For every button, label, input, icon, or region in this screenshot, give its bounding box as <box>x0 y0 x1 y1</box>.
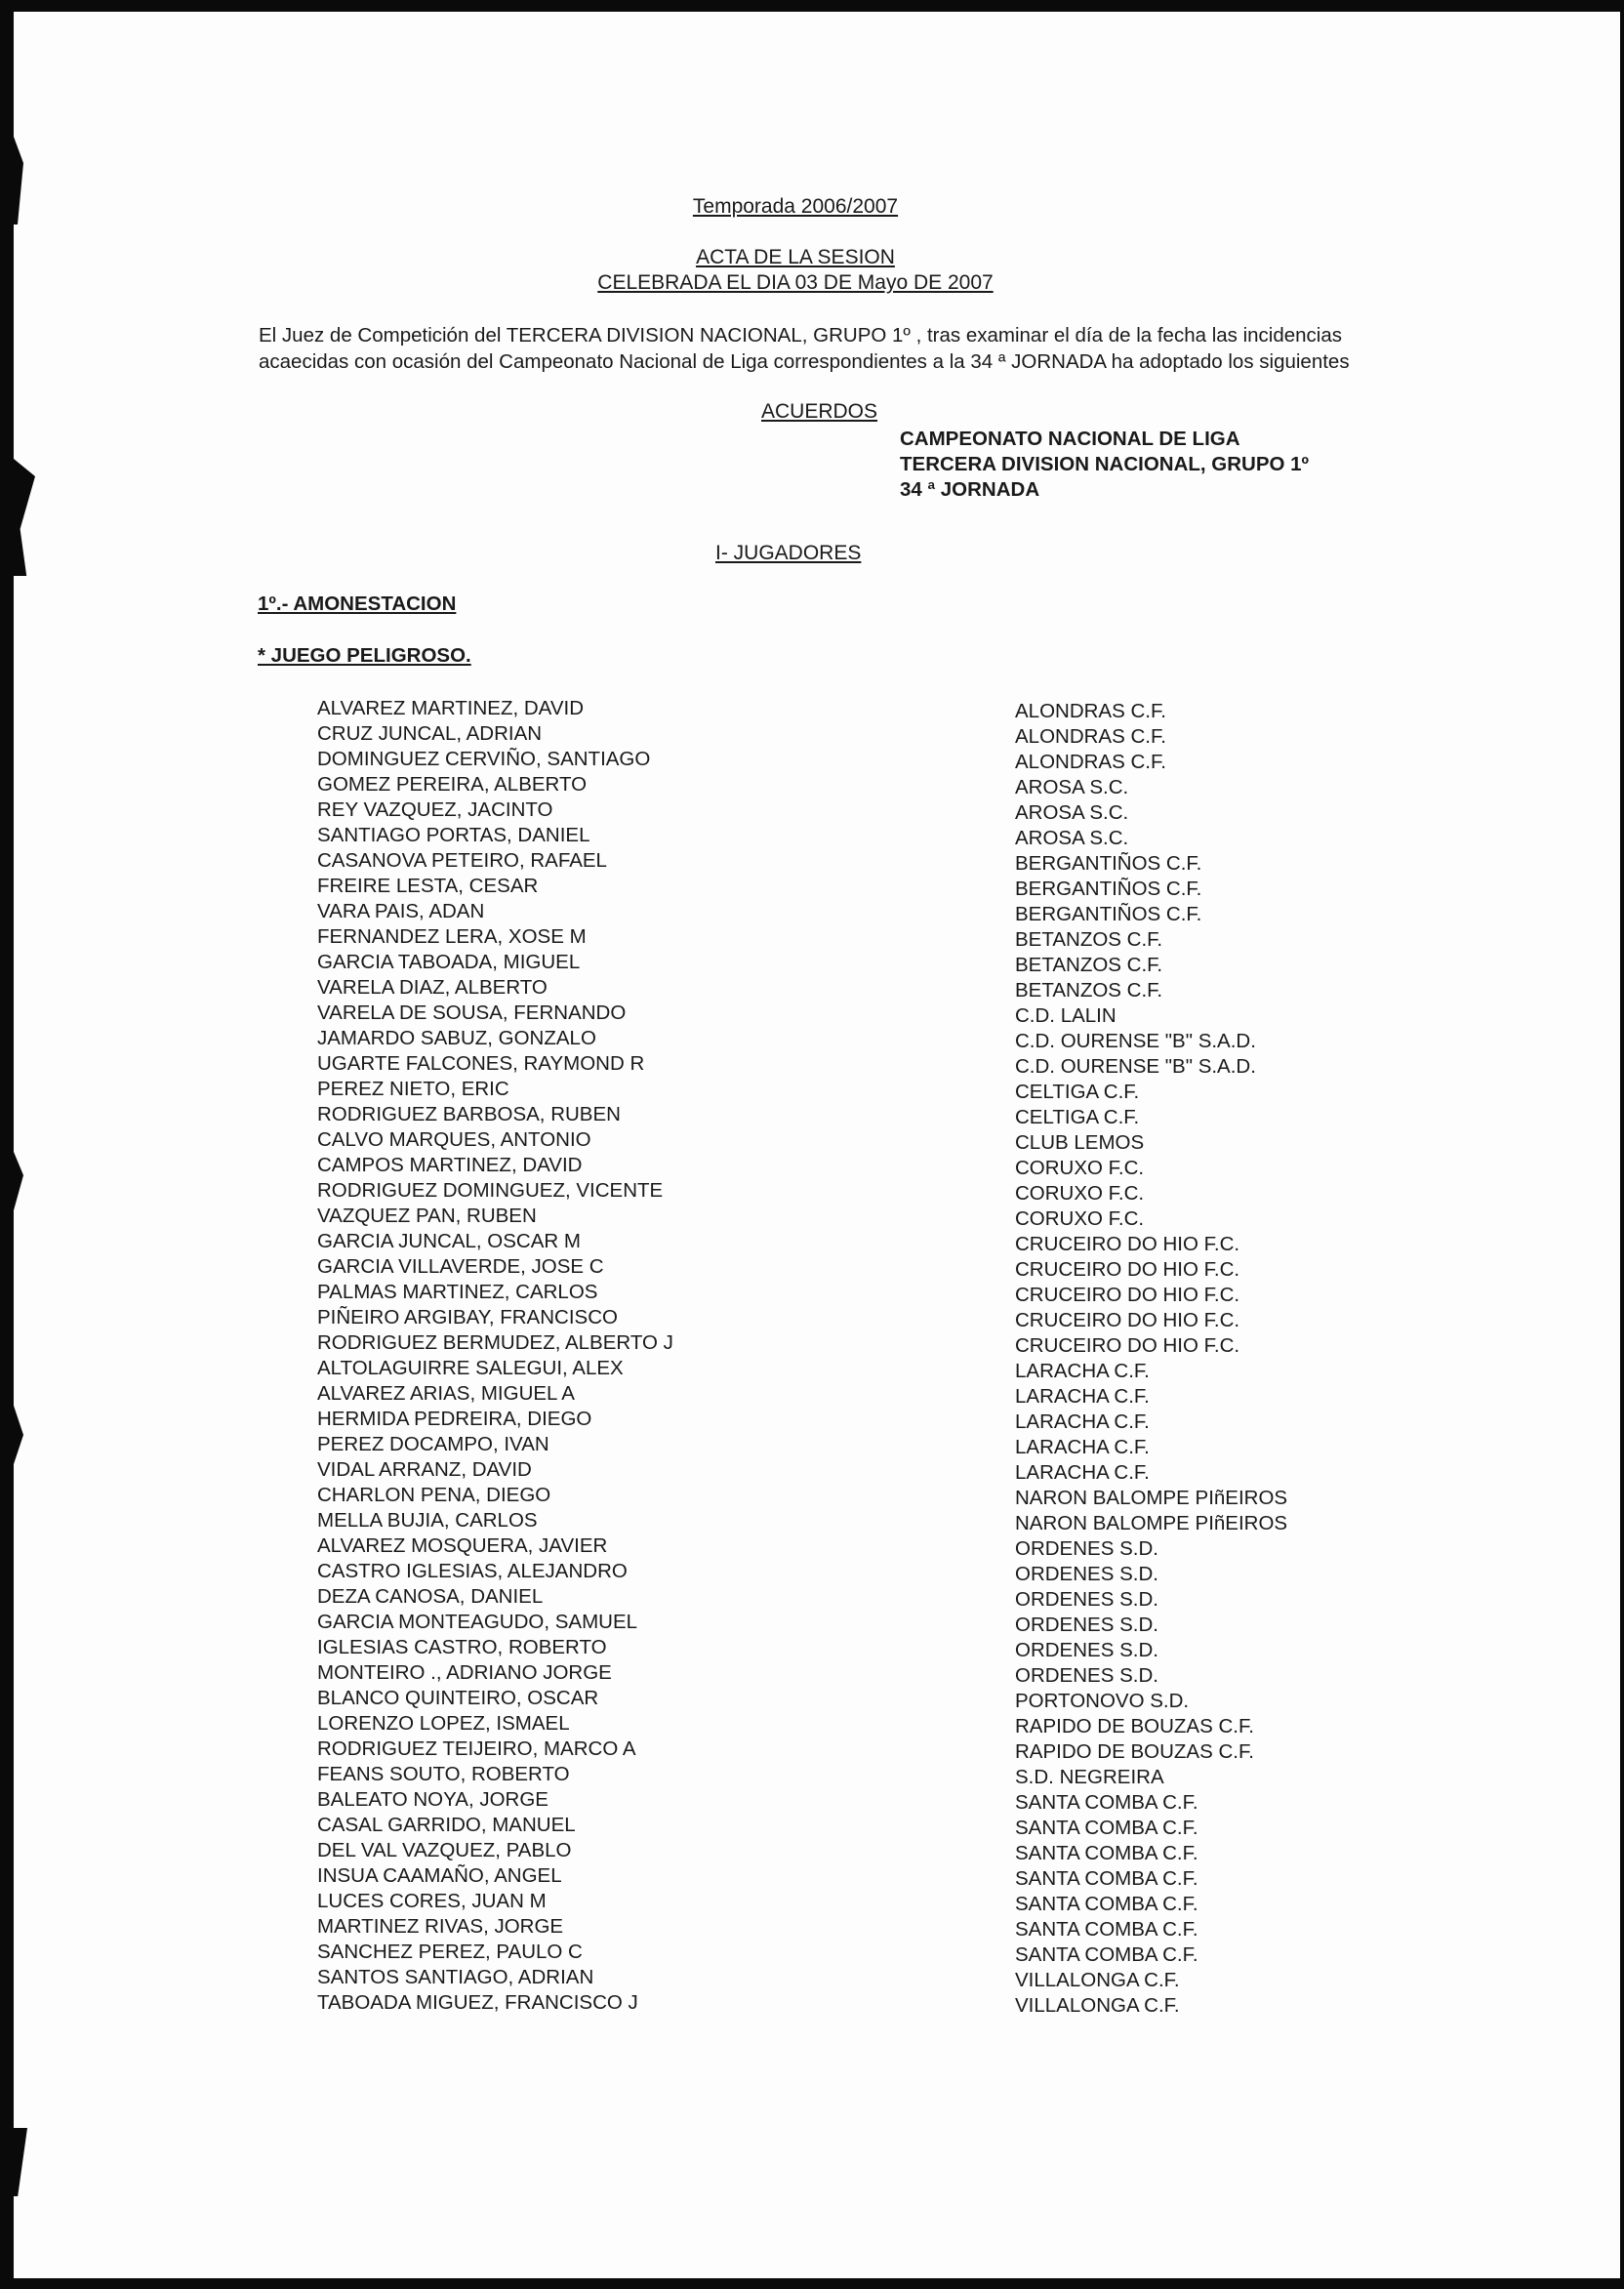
player-name: MONTEIRO ., ADRIANO JORGE <box>317 1661 612 1684</box>
list-item <box>317 1686 1352 1711</box>
player-club: SANTA COMBA C.F. <box>1015 1893 1198 1915</box>
player-club: LARACHA C.F. <box>1015 1385 1150 1408</box>
list-item <box>317 747 1352 772</box>
list-item <box>317 1483 1352 1508</box>
player-club: BERGANTIÑOS C.F. <box>1015 878 1202 900</box>
player-club: ORDENES S.D. <box>1015 1664 1158 1687</box>
player-name: IGLESIAS CASTRO, ROBERTO <box>317 1636 607 1658</box>
list-item <box>317 1305 1352 1330</box>
intro-line-2: acaecidas con ocasión del Campeonato Nacional de Liga correspondientes a la 34 ª JORNADA ha adoptado los siguientes <box>259 350 1350 373</box>
act-title-line-1: ACTA DE LA SESION <box>696 246 895 268</box>
player-club: SANTA COMBA C.F. <box>1015 1943 1198 1966</box>
list-item <box>317 772 1352 797</box>
player-name: DEZA CANOSA, DANIEL <box>317 1585 544 1608</box>
player-club: LARACHA C.F. <box>1015 1461 1150 1484</box>
list-item <box>317 797 1352 823</box>
list-item <box>317 1940 1352 1965</box>
list-item <box>317 1838 1352 1863</box>
list-item <box>317 1762 1352 1787</box>
player-club: BETANZOS C.F. <box>1015 954 1163 976</box>
player-name: RODRIGUEZ BERMUDEZ, ALBERTO J <box>317 1331 673 1354</box>
intro-paragraph <box>259 322 1488 375</box>
list-item <box>317 1153 1352 1178</box>
player-club: BETANZOS C.F. <box>1015 928 1163 951</box>
player-name: GOMEZ PEREIRA, ALBERTO <box>317 773 588 796</box>
player-name: FERNANDEZ LERA, XOSE M <box>317 925 587 948</box>
player-list <box>317 696 1352 2016</box>
player-club: ALONDRAS C.F. <box>1015 725 1166 748</box>
player-club: AROSA S.C. <box>1015 827 1129 849</box>
player-name: GARCIA JUNCAL, OSCAR M <box>317 1230 581 1252</box>
list-item <box>317 1559 1352 1584</box>
player-name: LORENZO LOPEZ, ISMAEL <box>317 1712 570 1735</box>
player-name: VARA PAIS, ADAN <box>317 900 485 922</box>
list-item <box>317 1280 1352 1305</box>
player-club: ORDENES S.D. <box>1015 1639 1158 1661</box>
player-club: NARON BALOMPE PIñEIROS <box>1015 1487 1288 1509</box>
player-club: S.D. NEGREIRA <box>1015 1766 1164 1788</box>
list-item <box>317 1204 1352 1229</box>
list-item <box>317 1407 1352 1432</box>
player-club: ALONDRAS C.F. <box>1015 700 1166 722</box>
list-item <box>317 1330 1352 1356</box>
player-club: CRUCEIRO DO HIO F.C. <box>1015 1334 1240 1357</box>
player-name: PEREZ DOCAMPO, IVAN <box>317 1433 549 1455</box>
player-club: AROSA S.C. <box>1015 801 1129 824</box>
player-name: LUCES CORES, JUAN M <box>317 1890 547 1912</box>
player-club: CORUXO F.C. <box>1015 1157 1145 1179</box>
list-item <box>317 1178 1352 1204</box>
list-item <box>317 1051 1352 1077</box>
player-name: GARCIA TABOADA, MIGUEL <box>317 951 581 973</box>
championship-line-2: TERCERA DIVISION NACIONAL, GRUPO 1º <box>900 453 1310 475</box>
player-club: VILLALONGA C.F. <box>1015 1969 1180 1991</box>
player-name: SANCHEZ PEREZ, PAULO C <box>317 1941 583 1963</box>
player-name: CAMPOS MARTINEZ, DAVID <box>317 1154 583 1176</box>
list-item <box>317 1102 1352 1127</box>
player-club: SANTA COMBA C.F. <box>1015 1867 1198 1890</box>
player-name: HERMIDA PEDREIRA, DIEGO <box>317 1408 592 1430</box>
player-club: BERGANTIÑOS C.F. <box>1015 852 1202 875</box>
player-name: VARELA DE SOUSA, FERNANDO <box>317 1001 627 1024</box>
player-club: RAPIDO DE BOUZAS C.F. <box>1015 1715 1254 1737</box>
player-club: ORDENES S.D. <box>1015 1563 1158 1585</box>
player-club: ORDENES S.D. <box>1015 1614 1158 1636</box>
player-club: PORTONOVO S.D. <box>1015 1690 1190 1712</box>
list-item <box>317 1787 1352 1813</box>
list-item <box>317 1533 1352 1559</box>
player-name: ALVAREZ ARIAS, MIGUEL A <box>317 1382 575 1405</box>
player-name: ALVAREZ MARTINEZ, DAVID <box>317 697 584 719</box>
player-name: PALMAS MARTINEZ, CARLOS <box>317 1281 598 1303</box>
intro-line-1: El Juez de Competición del TERCERA DIVISION NACIONAL, GRUPO 1º , tras examinar el día de la fecha las incidencias <box>259 324 1343 347</box>
player-name: MELLA BUJIA, CARLOS <box>317 1509 538 1532</box>
player-club: ALONDRAS C.F. <box>1015 751 1166 773</box>
list-item <box>317 823 1352 848</box>
list-item <box>317 1001 1352 1026</box>
act-title-line-2: CELEBRADA EL DIA 03 DE Mayo DE 2007 <box>597 271 994 294</box>
player-club: C.D. OURENSE "B" S.A.D. <box>1015 1030 1256 1052</box>
list-item <box>317 1026 1352 1051</box>
player-name: BALEATO NOYA, JORGE <box>317 1788 548 1811</box>
player-name: MARTINEZ RIVAS, JORGE <box>317 1915 564 1938</box>
season-title: Temporada 2006/2007 <box>692 195 899 218</box>
list-item <box>317 1889 1352 1914</box>
list-item <box>317 924 1352 950</box>
list-item <box>317 1127 1352 1153</box>
player-club: RAPIDO DE BOUZAS C.F. <box>1015 1740 1254 1763</box>
player-club: CELTIGA C.F. <box>1015 1106 1140 1128</box>
player-name: RODRIGUEZ TEIJEIRO, MARCO A <box>317 1737 636 1760</box>
list-item <box>317 848 1352 874</box>
player-name: ALTOLAGUIRRE SALEGUI, ALEX <box>317 1357 624 1379</box>
player-name: CRUZ JUNCAL, ADRIAN <box>317 722 543 745</box>
player-club: SANTA COMBA C.F. <box>1015 1842 1198 1864</box>
player-name: TABOADA MIGUEZ, FRANCISCO J <box>317 1991 638 2014</box>
player-club: AROSA S.C. <box>1015 776 1129 798</box>
player-club: CRUCEIRO DO HIO F.C. <box>1015 1258 1240 1281</box>
player-name: DOMINGUEZ CERVIÑO, SANTIAGO <box>317 748 651 770</box>
player-club: CORUXO F.C. <box>1015 1182 1145 1205</box>
player-name: SANTIAGO PORTAS, DANIEL <box>317 824 590 846</box>
player-name: VAZQUEZ PAN, RUBEN <box>317 1205 537 1227</box>
player-name: REY VAZQUEZ, JACINTO <box>317 798 553 821</box>
championship-block <box>900 427 1309 503</box>
player-name: CALVO MARQUES, ANTONIO <box>317 1128 591 1151</box>
player-name: GARCIA VILLAVERDE, JOSE C <box>317 1255 604 1278</box>
player-club: CRUCEIRO DO HIO F.C. <box>1015 1284 1240 1306</box>
player-name: INSUA CAAMAÑO, ANGEL <box>317 1864 562 1887</box>
list-item <box>317 1965 1352 1990</box>
player-club: VILLALONGA C.F. <box>1015 1994 1180 2017</box>
player-club: C.D. OURENSE "B" S.A.D. <box>1015 1055 1256 1078</box>
list-item <box>317 1711 1352 1737</box>
player-name: RODRIGUEZ BARBOSA, RUBEN <box>317 1103 621 1125</box>
list-item <box>317 1432 1352 1457</box>
player-club: LARACHA C.F. <box>1015 1410 1150 1433</box>
player-name: SANTOS SANTIAGO, ADRIAN <box>317 1966 594 1988</box>
list-item <box>317 1914 1352 1940</box>
list-item <box>317 950 1352 975</box>
player-name: JAMARDO SABUZ, GONZALO <box>317 1027 596 1049</box>
category-heading: * JUEGO PELIGROSO. <box>258 644 471 667</box>
list-item <box>317 1381 1352 1407</box>
player-club: LARACHA C.F. <box>1015 1436 1150 1458</box>
list-item <box>317 1635 1352 1660</box>
player-name: CASAL GARRIDO, MANUEL <box>317 1814 576 1836</box>
list-item <box>317 1457 1352 1483</box>
player-name: PEREZ NIETO, ERIC <box>317 1078 509 1100</box>
player-name: CASTRO IGLESIAS, ALEJANDRO <box>317 1560 628 1582</box>
player-club: C.D. LALIN <box>1015 1004 1116 1027</box>
player-name: CHARLON PENA, DIEGO <box>317 1484 551 1506</box>
player-name: FEANS SOUTO, ROBERTO <box>317 1763 570 1785</box>
player-club: CRUCEIRO DO HIO F.C. <box>1015 1233 1240 1255</box>
player-name: BLANCO QUINTEIRO, OSCAR <box>317 1687 599 1709</box>
player-name: RODRIGUEZ DOMINGUEZ, VICENTE <box>317 1179 664 1202</box>
list-item <box>317 1356 1352 1381</box>
player-name: DEL VAL VAZQUEZ, PABLO <box>317 1839 572 1861</box>
list-item <box>317 1990 1352 2016</box>
player-name: GARCIA MONTEAGUDO, SAMUEL <box>317 1611 638 1633</box>
player-club: CELTIGA C.F. <box>1015 1081 1140 1103</box>
list-item <box>317 1508 1352 1533</box>
player-club: LARACHA C.F. <box>1015 1360 1150 1382</box>
list-item <box>317 1610 1352 1635</box>
list-item <box>317 1584 1352 1610</box>
list-item <box>317 1229 1352 1254</box>
player-club: ORDENES S.D. <box>1015 1537 1158 1560</box>
section-heading: I- JUGADORES <box>715 542 862 564</box>
player-club: CORUXO F.C. <box>1015 1207 1145 1230</box>
acuerdos-heading: ACUERDOS <box>761 400 878 423</box>
list-item <box>317 696 1352 721</box>
list-item <box>317 1077 1352 1102</box>
player-name: FREIRE LESTA, CESAR <box>317 875 539 897</box>
player-club: SANTA COMBA C.F. <box>1015 1918 1198 1941</box>
subsection-heading: 1º.- AMONESTACION <box>258 593 457 615</box>
list-item <box>317 899 1352 924</box>
list-item <box>317 1813 1352 1838</box>
act-title <box>0 245 1591 296</box>
championship-line-3: 34 ª JORNADA <box>900 478 1040 501</box>
player-club: CLUB LEMOS <box>1015 1131 1145 1154</box>
list-item <box>317 721 1352 747</box>
player-club: BERGANTIÑOS C.F. <box>1015 903 1202 925</box>
player-club: CRUCEIRO DO HIO F.C. <box>1015 1309 1240 1331</box>
player-club: SANTA COMBA C.F. <box>1015 1791 1198 1814</box>
player-club: ORDENES S.D. <box>1015 1588 1158 1611</box>
championship-line-1: CAMPEONATO NACIONAL DE LIGA <box>900 428 1240 450</box>
player-club: SANTA COMBA C.F. <box>1015 1817 1198 1839</box>
list-item <box>317 874 1352 899</box>
list-item <box>317 975 1352 1001</box>
player-name: VARELA DIAZ, ALBERTO <box>317 976 548 999</box>
player-name: VIDAL ARRANZ, DAVID <box>317 1458 532 1481</box>
player-club: NARON BALOMPE PIñEIROS <box>1015 1512 1288 1534</box>
player-name: UGARTE FALCONES, RAYMOND R <box>317 1052 645 1075</box>
list-item <box>317 1254 1352 1280</box>
player-name: ALVAREZ MOSQUERA, JAVIER <box>317 1534 608 1557</box>
list-item <box>317 1863 1352 1889</box>
player-club: BETANZOS C.F. <box>1015 979 1163 1001</box>
list-item <box>317 1737 1352 1762</box>
list-item <box>317 1660 1352 1686</box>
player-name: PIÑEIRO ARGIBAY, FRANCISCO <box>317 1306 618 1328</box>
player-name: CASANOVA PETEIRO, RAFAEL <box>317 849 607 872</box>
